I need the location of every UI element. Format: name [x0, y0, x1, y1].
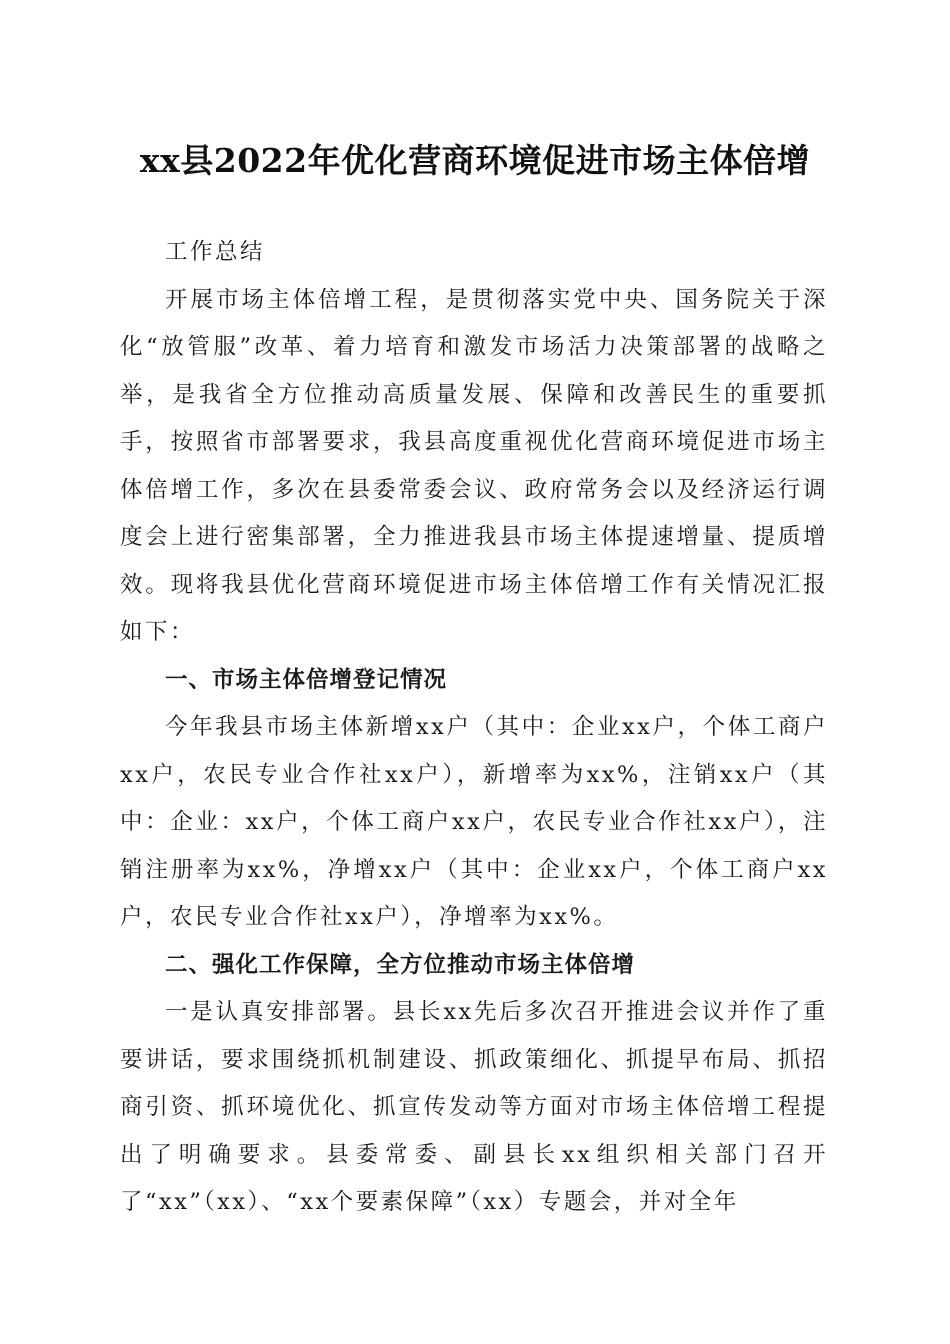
document-subtitle: 工作总结: [165, 239, 266, 265]
paragraph-intro: 开展市场主体倍增工程，是贯彻落实党中央、国务院关于深化“放管服”改革、着力培育和激发市场活力决策部署的战略之举，是我省全方位推动高质量发展、保障和改善民生的重要抓手，按照省市部署要求，我县高度重视优化营商环境促进市场主体倍增工作，多次在县委常委会议、政府常务会以及经济运行调度会上进行密集部署，全力推进我县市场主体提速增量、提质增效。现将我县优化营商环境促进市场主体倍增工作有关情况汇报如下：: [120, 286, 828, 645]
paragraph-section-1: 今年我县市场主体新增xx户（其中：企业xx户，个体工商户xx户，农民专业合作社xx户），新增率为xx%，注销xx户（其中：企业：xx户，个体工商户xx户，农民专业合作社xx户），注销注册率为xx%，净增xx户（其中：企业xx户，个体工商户xx户，农民专业合作社xx户），净增率为xx%。: [120, 714, 828, 930]
section-heading-2: 二、强化工作保障，全方位推动市场主体倍增: [165, 951, 636, 978]
document-title: xx县2022年优化营商环境促进市场主体倍增: [139, 141, 811, 180]
section-heading-1: 一、市场主体倍增登记情况: [165, 666, 448, 693]
paragraph-section-2: 一是认真安排部署。县长xx先后多次召开推进会议并作了重要讲话，要求围绕抓机制建设、抓政策细化、抓提早布局、抓招商引资、抓环境优化、抓宣传发动等方面对市场主体倍增工程提出了明确要求。县委常委、副县长xx组织相关部门召开了“xx”（xx）、“xx个要素保障”（xx）专题会，并对全年: [120, 999, 828, 1215]
document-body: [120, 229, 828, 1227]
